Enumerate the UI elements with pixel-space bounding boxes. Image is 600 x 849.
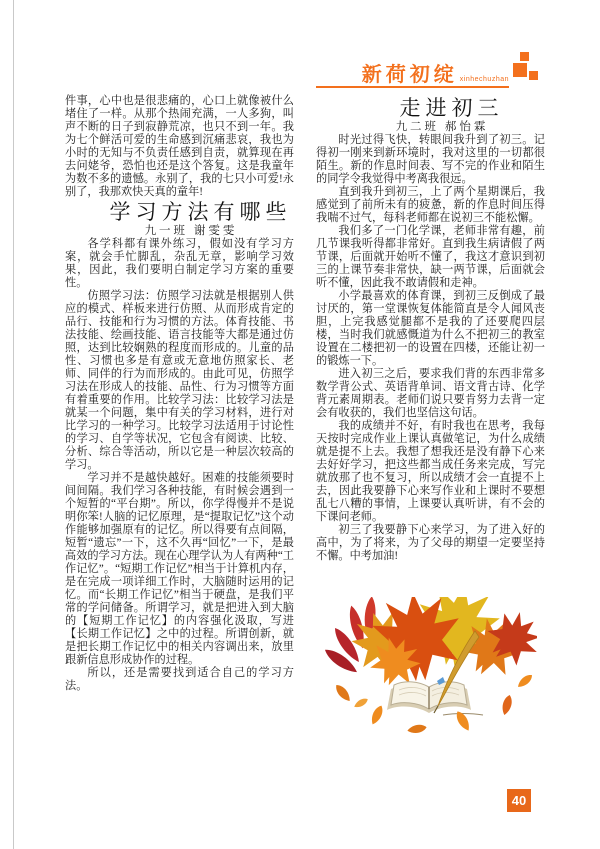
article-paragraph: 小学最喜欢的体育课，到初三反倒成了最讨厌的，第一堂课恢复体能简直是令人闻风丧胆，上完我感觉腿都不是我的了还要爬四层楼，当时我们就感慨道为什么不把初三的教室设置在二楼把初一的设置在四楼，还能让初一的锻炼一下。	[316, 290, 545, 367]
article-title-left: 学习方法有哪些	[109, 200, 292, 224]
page-edge-divider	[13, 0, 14, 849]
article-paragraph: 各学科都有课外练习，假如没有学习方案，就会手忙脚乱，杂乱无章，影响学习效果，因此，我们要明白制定学习方案的重要性。	[65, 238, 294, 289]
article-author-left: 九一班 谢雯雯	[144, 225, 238, 237]
article-paragraph: 初三了我要静下心来学习，为了进入好的高中，为了将来，为了父母的期望一定要坚持不懈。中考加油!	[316, 524, 545, 562]
continued-paragraph: 件事，心中也是很悲痛的，心口上就像被什么堵住了一样。从那个热闹充满，一人多狗，叫声不断的日子到寂静荒凉，也只不到一年。我为七个鲜活可爱的生命感到沉痛悲哀，我也为小时的无知与不负责任感到自责，就算现在再去问姥爷，恐怕也还是这个答复。这是我童年为数不多的遗憾。永别了，我的七只小可爱!永别了，我那欢快天真的童年!	[65, 95, 294, 198]
article-paragraph: 直到我升到初三，上了两个星期课后，我感觉到了前所未有的疲惫，新的作息时间压得我喘不过气，每科老师都在说初三不能松懈。	[316, 186, 545, 224]
article-author-right: 九二班 郝怡霖	[395, 121, 489, 133]
header-rule	[316, 86, 509, 88]
right-column	[316, 95, 545, 737]
article-paragraph: 进入初三之后，要求我们背的东西非常多数学背公式、英语背单词、语文背古诗、化学背元素周期表。老师们说只要肯努力去背一定会有收获的，我们也坚信这句话。	[316, 368, 545, 419]
article-paragraph: 仿照学习法：仿照学习法就是根据别人供应的模式、样板来进行仿照、从而形成肯定的品行、技能和行为习惯的方法。体育技能、书法技能、绘画技能、语言技能等大都是通过仿照，达到比较娴熟的程度而形成的。儿童的品性、习惯也多是有意或无意地仿照家长、老师、同伴的行为而形成的。由此可见，仿照学习法在形成人的技能、品性、行为习惯等方面有着重要的作用。比较学习法：比较学习法是就某一个问题，集中有关的学习材料，进行对比学习的一种学习。比较学习法适用于讨论性的学习、自学等状况，它包含有阅读、比较、分析、综合等活动，所以它是一种层次较高的学习。	[65, 290, 294, 471]
article-paragraph: 学习并不是越快越好。困难的技能须要时间间隔。我们学习各种技能，有时候会遇到一个短暂的“平台期”。所以，你学得慢并不是说明你笨!人脑的记忆原理，是“提取记忆”这个动作能够加强原有的记忆。所以得要有点间隔，短暂“遗忘”一下，这不久再“回忆”一下，是最高效的学习方法。现在心理学认为人有两种“工作记忆”。“短期工作记忆”相当于计算机内存，是在完成一项详细工作时，大脑随时运用的记忆。而“长期工作记忆”相当于硬盘，是我们平常的学问储备。所谓学习，就是把进入到大脑的【短期工作记忆】的内容强化汲取，写进【长期工作记忆】之中的过程。所谓创新，就是把长期工作记忆中的相关内容调出来，放里跟新信息形成协作的过程。	[65, 472, 294, 666]
magazine-logo	[296, 58, 509, 87]
article-paragraph: 时光过得飞快，转眼间我升到了初三。记得初一刚来到新环境时，我对这里的一切都很陌生。新的作息时间表、写不完的作业和陌生的同学令我觉得中考离我很远。	[316, 134, 545, 185]
pixel-squares-icon	[513, 52, 539, 86]
article-paragraph: 所以，还是需要找到适合自己的学习方法。	[65, 667, 294, 692]
article-paragraph: 我的成绩并不好，有时我也在思考，我每天按时完成作业上课认真做笔记，为什么成绩就是提不上去。我想了想我还是没有静下心来去好好学习，把这些都当成任务来完成，写完就放那了也不复习，所以成绩才会一直提不上去，因此我要静下心来写作业和上课时不要想乱七八糟的事情，上课要认真听讲，有不会的下课问老师。	[316, 420, 545, 523]
logo-subtitle: xinhechuzhan	[459, 76, 509, 83]
logo-title: 新荷初绽	[361, 64, 458, 86]
page-number-badge: 40	[507, 789, 531, 812]
autumn-leaves-book-illustration	[325, 597, 537, 737]
maple-leaf-icon	[325, 597, 537, 693]
left-column	[65, 95, 294, 693]
open-book-icon	[387, 677, 471, 713]
article-paragraph: 我们多了一门化学课，老师非常有趣，前几节课我听得都非常好。直到我生病请假了两节课，后面就开始听不懂了，我这才意识到初三的上课节奏非常快，缺一两节课，后面就会听不懂，因此我不敢请假和走神。	[316, 225, 545, 289]
article-title-right: 走进初三	[399, 96, 504, 120]
